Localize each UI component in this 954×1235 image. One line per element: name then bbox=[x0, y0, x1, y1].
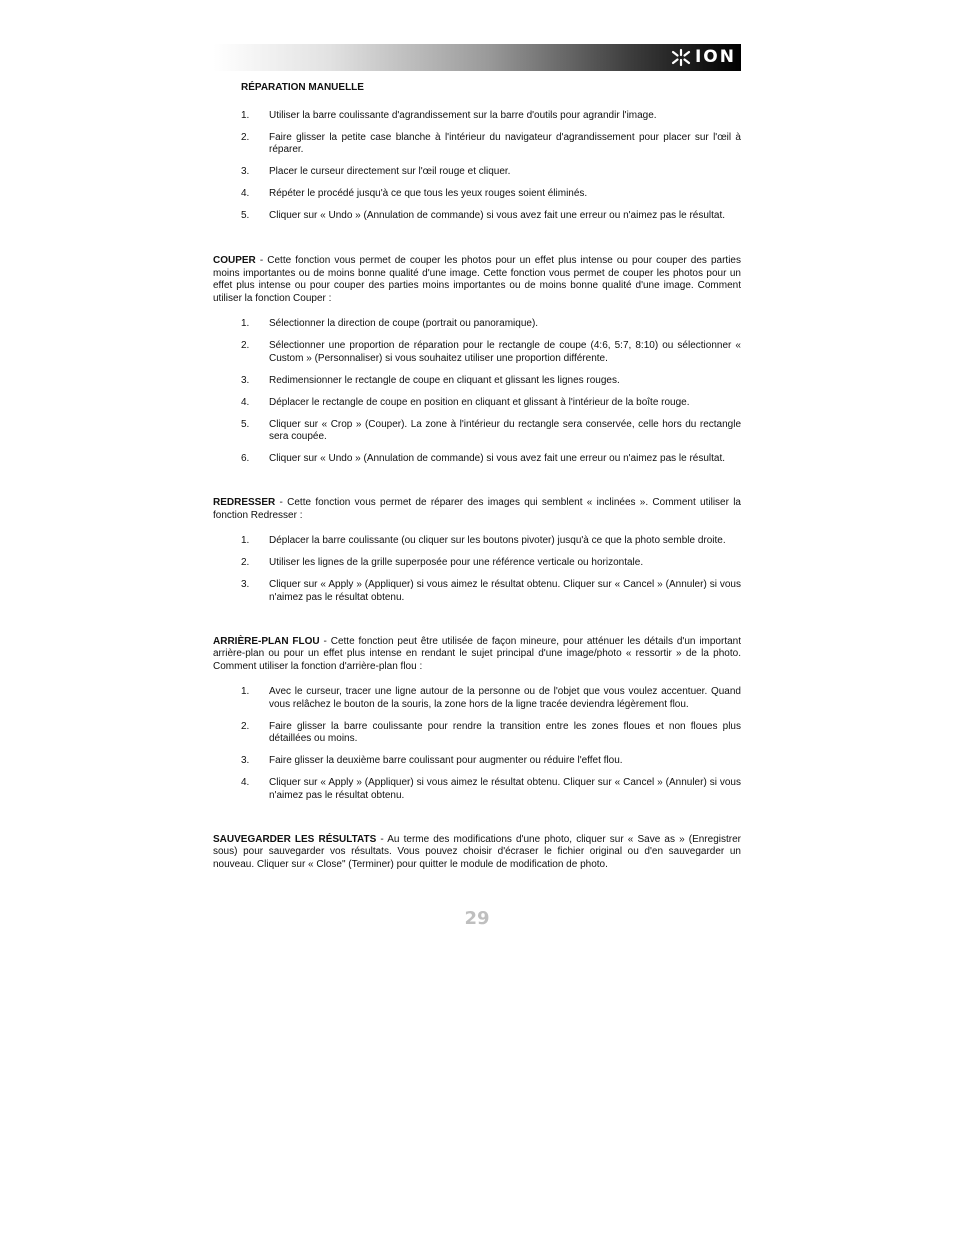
list-item-text: Placer le curseur directement sur l'œil rouge et cliquer. bbox=[269, 166, 511, 177]
list-item-text: Cliquer sur « Apply » (Appliquer) si vous aimez le résultat obtenu. Cliquer sur « Cancel » (Annuler) si vous n'aimez pas le résultat obtenu. bbox=[269, 579, 741, 603]
section-heading-redresser: REDRESSER bbox=[213, 497, 276, 508]
list-item-text: Utiliser la barre coulissante d'agrandissement sur la barre d'outils pour agrandir l'image. bbox=[269, 109, 657, 121]
list-item-text: Cliquer sur « Undo » (Annulation de commande) si vous avez fait une erreur ou n'aimez pas le résultat. bbox=[269, 210, 726, 221]
section-sauvegarder bbox=[213, 834, 741, 872]
ion-starburst-icon bbox=[670, 48, 692, 67]
list-item-text: Déplacer la barre coulissante (ou cliquer sur les boutons pivoter) jusqu'à ce que la photo semble droite. bbox=[269, 535, 726, 546]
list-item-text: Avec le curseur, tracer une ligne autour de la personne ou de l'objet que vous voulez accentuer. Quand vous relâchez le bouton de la souris, la zone hors de la ligne tracée deviendra légèrement flou. bbox=[269, 686, 741, 710]
list-item-text: Faire glisser la barre coulissante pour rendre la transition entre les zones floues et non floues plus détaillées ou moins. bbox=[269, 720, 741, 744]
list-item-text: Sélectionner la direction de coupe (portrait ou panoramique). bbox=[269, 318, 539, 329]
section-redresser-intro bbox=[213, 497, 741, 522]
section-flou-intro bbox=[213, 636, 741, 674]
section-heading-flou: ARRIÈRE-PLAN FLOU bbox=[213, 635, 320, 647]
list-item: 4. Répéter le procédé jusqu'à ce que tous les yeux rouges soient éliminés. bbox=[213, 188, 741, 201]
list-item: 3. Cliquer sur « Apply » (Appliquer) si vous aimez le résultat obtenu. Cliquer sur « Cancel » (Annuler) si vous n'aimez pas le résultat obtenu. bbox=[241, 579, 741, 603]
list-item-text: Utiliser les lignes de la grille superposée pour une référence verticale ou horizontale. bbox=[269, 557, 644, 568]
couper-list bbox=[213, 318, 741, 466]
section-text: - Cette fonction peut être utilisée de façon mineure, pour atténuer les détails d'un important arrière-plan ou pour un effet plus intense en rendant le sujet principal d'une image/photo « ressortir » de la photo. Comment utiliser la fonction d'arrière-plan flou : bbox=[213, 635, 741, 672]
list-item: 2. Utiliser les lignes de la grille superposée pour une référence verticale ou horizontale. bbox=[213, 557, 741, 570]
list-item: 1. Déplacer la barre coulissante (ou cliquer sur les boutons pivoter) jusqu'à ce que la photo semble droite. bbox=[213, 535, 741, 548]
list-item: 2. Sélectionner une proportion de réparation pour le rectangle de coupe (4:6, 5:7, 8:10) ou sélectionner « Custom » (Personnaliser) si vous souhaitez utiliser une proportion différente. bbox=[241, 340, 741, 364]
list-item: 3. Placer le curseur directement sur l'œil rouge et cliquer. bbox=[213, 166, 741, 179]
redresser-list bbox=[213, 535, 741, 604]
section-text: - Au terme des modifications d'une photo, cliquer sur « Save as » (Enregistrer sous) pour sauvegarder vos résultats. Vous pouvez choisir d'écraser le fichier original ou d'en sauvegarder un nouveau. Cliquer sur « Close" (Terminer) pour quitter le module de modification de photo. bbox=[213, 833, 741, 870]
list-item-text: Faire glisser la petite case blanche à l'intérieur du navigateur d'agrandissement pour placer sur l'œil à réparer. bbox=[269, 131, 741, 155]
section-couper-intro bbox=[213, 255, 741, 305]
page-content bbox=[213, 82, 741, 884]
section-heading-couper: COUPER bbox=[213, 255, 256, 266]
list-item-text: Cliquer sur « Undo » (Annulation de commande) si vous avez fait une erreur ou n'aimez pas le résultat. bbox=[269, 453, 726, 464]
list-item: 6. Cliquer sur « Undo » (Annulation de commande) si vous avez fait une erreur ou n'aimez pas le résultat. bbox=[213, 453, 741, 466]
logo-text: ION bbox=[694, 47, 736, 67]
list-item-text: Déplacer le rectangle de coupe en position en cliquant et glissant à l'intérieur de la boîte rouge. bbox=[269, 396, 690, 408]
list-item: 5. Cliquer sur « Undo » (Annulation de commande) si vous avez fait une erreur ou n'aimez pas le résultat. bbox=[213, 210, 741, 223]
list-item-text: Cliquer sur « Crop » (Couper). La zone à l'intérieur du rectangle sera conservée, celle hors du rectangle sera coupée. bbox=[269, 418, 741, 442]
manual-repair-list bbox=[213, 110, 741, 223]
list-item: 3. Faire glisser la deuxième barre coulissant pour augmenter ou réduire l'effet flou. bbox=[213, 755, 741, 768]
list-item: 2. Faire glisser la barre coulissante pour rendre la transition entre les zones floues et non floues plus détaillées ou moins. bbox=[241, 720, 741, 744]
list-item: 2. Faire glisser la petite case blanche à l'intérieur du navigateur d'agrandissement pour placer sur l'œil à réparer. bbox=[241, 131, 741, 155]
list-item: 5. Cliquer sur « Crop » (Couper). La zone à l'intérieur du rectangle sera conservée, celle hors du rectangle sera coupée. bbox=[241, 418, 741, 442]
header-gradient-bar bbox=[213, 44, 741, 71]
list-item-text: Redimensionner le rectangle de coupe en cliquant et glissant les lignes rouges. bbox=[269, 374, 620, 386]
flou-list bbox=[213, 686, 741, 802]
list-item-text: Cliquer sur « Apply » (Appliquer) si vous aimez le résultat obtenu. Cliquer sur « Cancel » (Annuler) si vous n'aimez pas le résultat obtenu. bbox=[269, 777, 741, 801]
section-text: - Cette fonction vous permet de réparer des images qui semblent « inclinées ». Comment utiliser la fonction Redresser : bbox=[213, 497, 741, 521]
list-item: 1. Sélectionner la direction de coupe (portrait ou panoramique). bbox=[213, 318, 741, 331]
section-title-manual-repair: RÉPARATION MANUELLE bbox=[241, 82, 364, 93]
list-item-text: Faire glisser la deuxième barre coulissant pour augmenter ou réduire l'effet flou. bbox=[269, 755, 623, 766]
list-item: 1. Utiliser la barre coulissante d'agrandissement sur la barre d'outils pour agrandir l'image. bbox=[213, 110, 741, 123]
list-item-text: Répéter le procédé jusqu'à ce que tous les yeux rouges soient éliminés. bbox=[269, 188, 588, 199]
list-item: 3. Redimensionner le rectangle de coupe en cliquant et glissant les lignes rouges. bbox=[213, 375, 741, 388]
section-heading-sauvegarder: SAUVEGARDER LES RÉSULTATS bbox=[213, 833, 377, 845]
page-number: 29 bbox=[464, 908, 490, 929]
list-item-text: Sélectionner une proportion de réparation pour le rectangle de coupe (4:6, 5:7, 8:10) ou sélectionner « Custom » (Personnaliser) si vous souhaitez utiliser une proportion différente. bbox=[269, 340, 741, 364]
list-item: 1. Avec le curseur, tracer une ligne autour de la personne ou de l'objet que vous voulez accentuer. Quand vous relâchez le bouton de la souris, la zone hors de la ligne tracée deviendra légèrement flou. bbox=[241, 686, 741, 710]
list-item: 4. Cliquer sur « Apply » (Appliquer) si vous aimez le résultat obtenu. Cliquer sur « Cancel » (Annuler) si vous n'aimez pas le résultat obtenu. bbox=[241, 777, 741, 801]
section-text: - Cette fonction vous permet de couper les photos pour un effet plus intense ou pour couper des parties moins importantes ou de moins bonne qualité d'une image. Cette fonction vous permet de couper les photos pour un effet plus intense ou pour couper des parties moins importantes ou de moins bonne qualité d'une image. Comment utiliser la fonction Couper : bbox=[213, 255, 741, 304]
list-item: 4. Déplacer le rectangle de coupe en position en cliquant et glissant à l'intérieur de la boîte rouge. bbox=[213, 397, 741, 410]
ion-logo bbox=[670, 48, 736, 67]
